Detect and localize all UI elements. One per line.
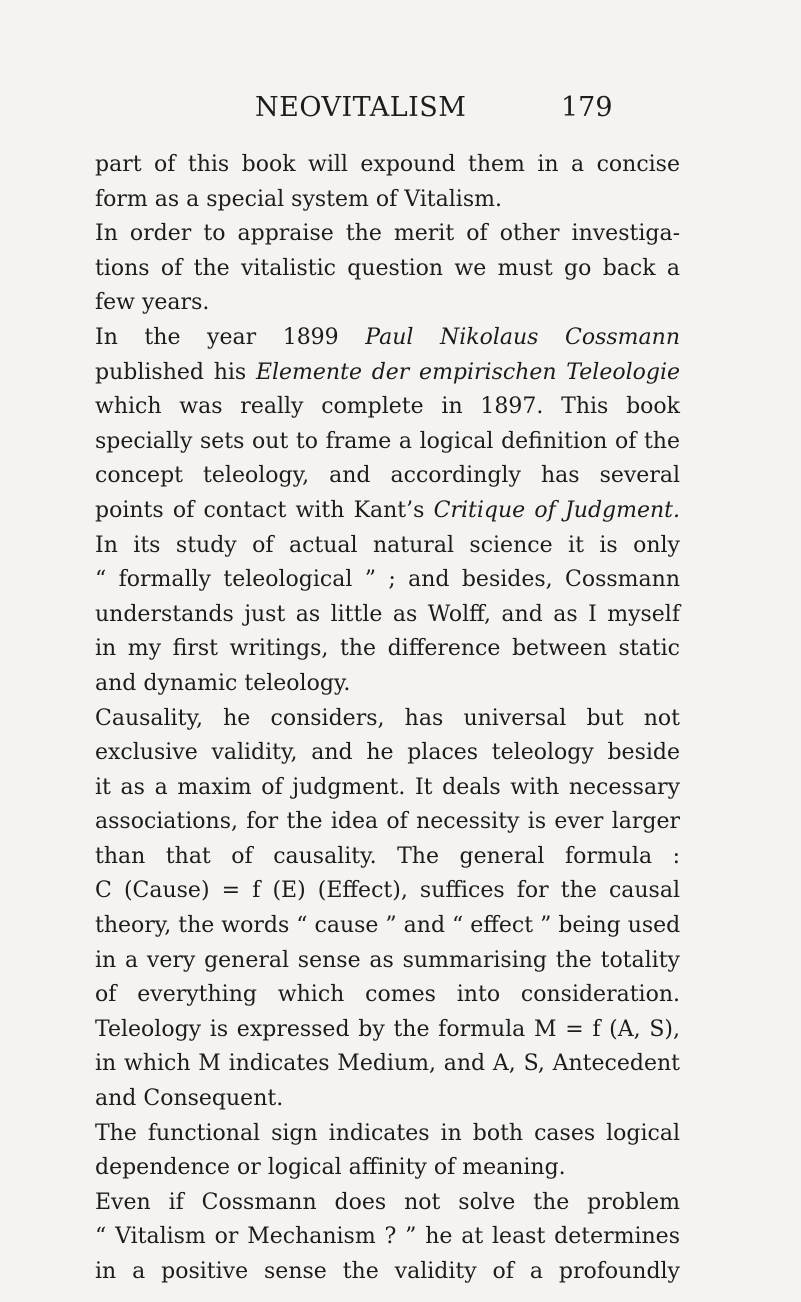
text-line bbox=[95, 183, 680, 218]
text-segment: it as a maxim of judgment. It deals with necessary bbox=[95, 774, 680, 800]
italic-title: Paul Nikolaus Cossmann bbox=[365, 324, 680, 350]
text-line bbox=[95, 217, 680, 252]
text-line bbox=[95, 1151, 680, 1186]
text-segment: in which M indicates Medium, and A, S, Antecedent bbox=[95, 1051, 680, 1077]
text-segment: Teleology is expressed by the formula M = f (A, S), bbox=[95, 1016, 680, 1042]
page-number: 179 bbox=[561, 92, 613, 123]
text-segment: in my first writings, the difference between static bbox=[95, 636, 680, 662]
text-line bbox=[95, 1255, 680, 1290]
text-segment: specially sets out to frame a logical definition of the bbox=[95, 428, 680, 454]
text-line bbox=[95, 390, 680, 425]
text-line bbox=[95, 736, 680, 771]
text-segment: and Consequent. bbox=[95, 1086, 284, 1112]
text-line bbox=[95, 494, 680, 529]
text-line bbox=[95, 529, 680, 564]
text-line bbox=[95, 840, 680, 875]
text-segment: concept teleology, and accordingly has several bbox=[95, 463, 680, 489]
text-segment: Even if Cossmann does not solve the problem bbox=[95, 1189, 680, 1215]
text-line bbox=[95, 1220, 680, 1255]
text-segment: than that of causality. The general formula : bbox=[95, 843, 680, 869]
italic-title: Critique of Judgment. bbox=[433, 497, 681, 523]
text-line bbox=[95, 252, 680, 287]
text-segment: which was really complete in 1897. This book bbox=[95, 394, 680, 420]
text-line bbox=[95, 667, 680, 702]
text-line bbox=[95, 874, 680, 909]
text-line bbox=[95, 563, 680, 598]
text-line bbox=[95, 771, 680, 806]
text-line bbox=[95, 1082, 680, 1117]
text-segment: in a very general sense as summarising the totality bbox=[95, 947, 680, 973]
text-line bbox=[95, 1013, 680, 1048]
text-segment: In its study of actual natural science it is only bbox=[95, 532, 680, 558]
text-line bbox=[95, 632, 680, 667]
text-segment: The functional sign indicates in both cases logical bbox=[95, 1120, 680, 1146]
text-segment: tions of the vitalistic question we must go back a bbox=[95, 255, 680, 281]
text-segment: “ Vitalism or Mechanism ? ” he at least determines bbox=[95, 1224, 680, 1250]
text-segment: In order to appraise the merit of other investiga- bbox=[95, 221, 680, 247]
body-text bbox=[95, 148, 680, 1290]
text-segment: C (Cause) = f (E) (Effect), suffices for the causal bbox=[95, 878, 680, 904]
text-segment: “ formally teleological ” ; and besides, Cossmann bbox=[95, 567, 680, 593]
text-line bbox=[95, 598, 680, 633]
text-segment: and dynamic teleology. bbox=[95, 670, 351, 696]
italic-title: Elemente der empirischen Teleologie bbox=[255, 359, 681, 385]
text-segment: form as a special system of Vitalism. bbox=[95, 186, 502, 212]
text-line bbox=[95, 425, 680, 460]
text-segment: in a positive sense the validity of a profoundly bbox=[95, 1259, 680, 1284]
text-line bbox=[95, 1117, 680, 1152]
text-line bbox=[95, 702, 680, 737]
text-segment: published his bbox=[95, 359, 256, 385]
text-segment: understands just as little as Wolff, and as I myself bbox=[95, 601, 680, 627]
text-segment: few years. bbox=[95, 290, 210, 316]
text-line bbox=[95, 1186, 680, 1221]
text-line bbox=[95, 321, 680, 356]
text-line bbox=[95, 148, 680, 183]
text-segment: points of contact with Kant’s bbox=[95, 497, 434, 523]
text-line bbox=[95, 459, 680, 494]
text-line bbox=[95, 909, 680, 944]
text-segment: dependence or logical affinity of meaning. bbox=[95, 1155, 566, 1181]
page-header bbox=[255, 92, 655, 132]
text-segment: exclusive validity, and he places teleology beside bbox=[95, 740, 680, 766]
text-segment: In the year 1899 bbox=[95, 324, 366, 350]
text-segment: Causality, he considers, has universal but not bbox=[95, 705, 680, 731]
text-line bbox=[95, 978, 680, 1013]
text-line bbox=[95, 1047, 680, 1082]
text-line bbox=[95, 944, 680, 979]
text-segment: theory, the words “ cause ” and “ effect ” being used bbox=[95, 913, 681, 939]
text-line bbox=[95, 356, 680, 391]
text-line bbox=[95, 805, 680, 840]
running-title: NEOVITALISM bbox=[255, 92, 467, 123]
text-segment: part of this book will expound them in a concise bbox=[95, 152, 680, 177]
text-line bbox=[95, 286, 680, 321]
text-segment: of everything which comes into consideration. bbox=[95, 982, 680, 1008]
text-segment: associations, for the idea of necessity is ever larger bbox=[95, 809, 680, 835]
